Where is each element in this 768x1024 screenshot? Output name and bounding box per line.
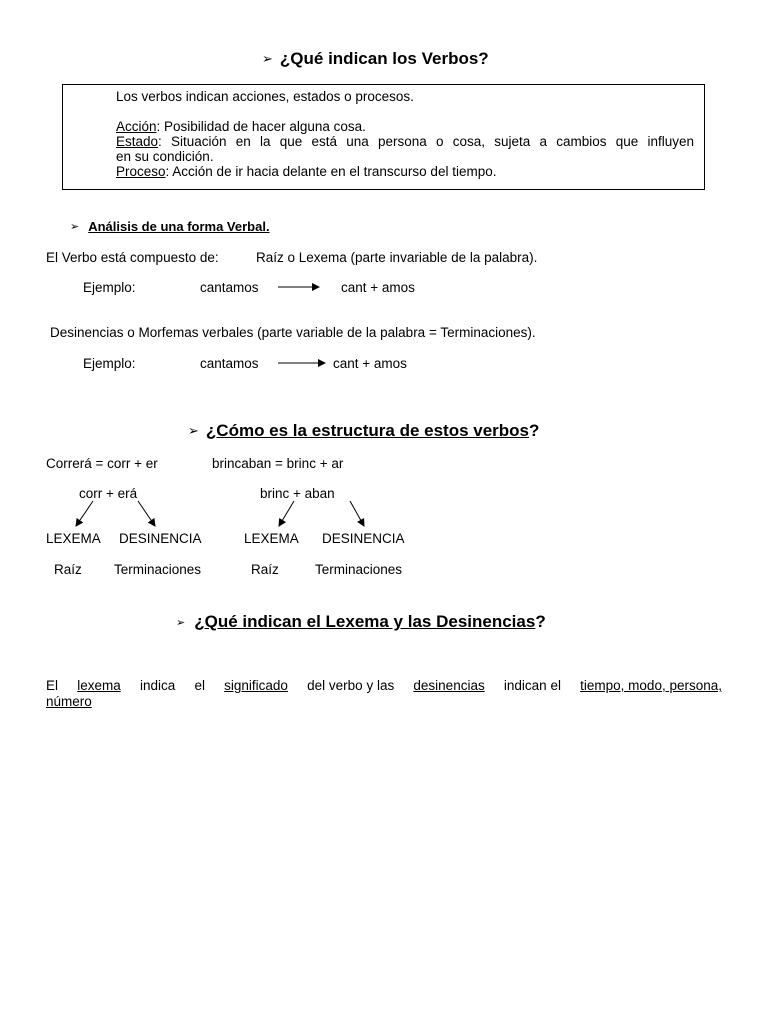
term-lexema: lexema bbox=[77, 678, 121, 693]
example1-word: cantamos bbox=[200, 280, 259, 295]
arrow-bullet-icon: ➢ bbox=[70, 221, 80, 233]
right-desinencia-arrow-icon bbox=[350, 501, 364, 526]
section1-title: ¿Qué indican los Verbos? bbox=[279, 49, 489, 68]
example2-result: cant + amos bbox=[333, 356, 407, 371]
definition-estado bbox=[116, 134, 694, 149]
right-lexema-arrow-icon bbox=[279, 501, 294, 526]
section4-title: ¿Qué indican el Lexema y las Desinencias bbox=[194, 612, 536, 631]
left-label-desinencia: DESINENCIA bbox=[119, 531, 202, 546]
arrow-bullet-icon: ➢ bbox=[176, 617, 186, 629]
example2-label: Ejemplo: bbox=[83, 356, 136, 371]
term-estado: Estado bbox=[116, 134, 159, 149]
term-desinencias: desinencias bbox=[413, 678, 485, 693]
def-accion: : Posibilidad de hacer alguna cosa. bbox=[156, 119, 366, 134]
left-sublabel-raiz: Raíz bbox=[54, 562, 82, 577]
example1-label: Ejemplo: bbox=[83, 280, 136, 295]
left-label-lexema: LEXEMA bbox=[46, 531, 101, 546]
definition-proceso bbox=[116, 164, 694, 179]
term-significado: significado bbox=[224, 678, 288, 693]
left-sublabel-terminaciones: Terminaciones bbox=[114, 562, 202, 577]
term-numero: número bbox=[46, 694, 92, 709]
example2-word: cantamos bbox=[200, 356, 259, 371]
section3-title-end: ? bbox=[529, 421, 540, 440]
def-proceso: : Acción de ir hacia delante en el transcurso del tiempo. bbox=[165, 164, 497, 179]
term-proceso: Proceso bbox=[116, 164, 166, 179]
composition-label: El Verbo está compuesto de: bbox=[46, 250, 219, 265]
left-lexema-arrow-icon bbox=[76, 501, 93, 526]
right-label-desinencia: DESINENCIA bbox=[322, 531, 405, 546]
def-estado-line1: : Situación en la que está una persona o cosa, sujeta a cambios que influyen bbox=[158, 134, 694, 149]
arrow-bullet-icon: ➢ bbox=[262, 51, 273, 66]
left-split: corr + erá bbox=[79, 486, 138, 501]
section3-title: ¿Cómo es la estructura de estos verbos bbox=[205, 421, 530, 440]
section4-heading bbox=[176, 612, 546, 632]
conclusion-line1 bbox=[46, 678, 722, 693]
right-split: brinc + aban bbox=[260, 486, 335, 501]
section2-title: Análisis de una forma Verbal. bbox=[88, 219, 270, 234]
composition-value: Raíz o Lexema (parte invariable de la palabra). bbox=[256, 250, 538, 265]
conclusion-word: indica bbox=[139, 678, 176, 693]
term-tiempo-modo-persona: tiempo, modo, persona, bbox=[580, 678, 722, 693]
conclusion-word: indican el bbox=[503, 678, 561, 693]
arrow-bullet-icon: ➢ bbox=[188, 423, 199, 438]
conclusion-word: el bbox=[194, 678, 205, 693]
right-sublabel-terminaciones: Terminaciones bbox=[315, 562, 403, 577]
definition-accion bbox=[116, 119, 694, 134]
definition-box bbox=[62, 84, 705, 190]
section1-heading bbox=[262, 49, 489, 69]
term-accion: Acción bbox=[116, 119, 157, 134]
conclusion-word: El bbox=[46, 678, 59, 693]
section2-heading bbox=[70, 219, 270, 234]
left-desinencia-arrow-icon bbox=[138, 501, 155, 526]
right-label-lexema: LEXEMA bbox=[244, 531, 299, 546]
definition-estado-line2: en su condición. bbox=[116, 149, 214, 164]
desinencias-line: Desinencias o Morfemas verbales (parte variable de la palabra = Terminaciones). bbox=[50, 325, 536, 340]
section3-heading bbox=[188, 421, 539, 441]
right-equation: brincaban = brinc + ar bbox=[212, 456, 344, 471]
definition-intro: Los verbos indican acciones, estados o procesos. bbox=[116, 89, 414, 104]
conclusion-word: del verbo y las bbox=[307, 678, 395, 693]
section4-title-end: ? bbox=[535, 612, 546, 631]
right-sublabel-raiz: Raíz bbox=[251, 562, 279, 577]
example1-result: cant + amos bbox=[341, 280, 415, 295]
left-equation: Correrá = corr + er bbox=[46, 456, 158, 471]
